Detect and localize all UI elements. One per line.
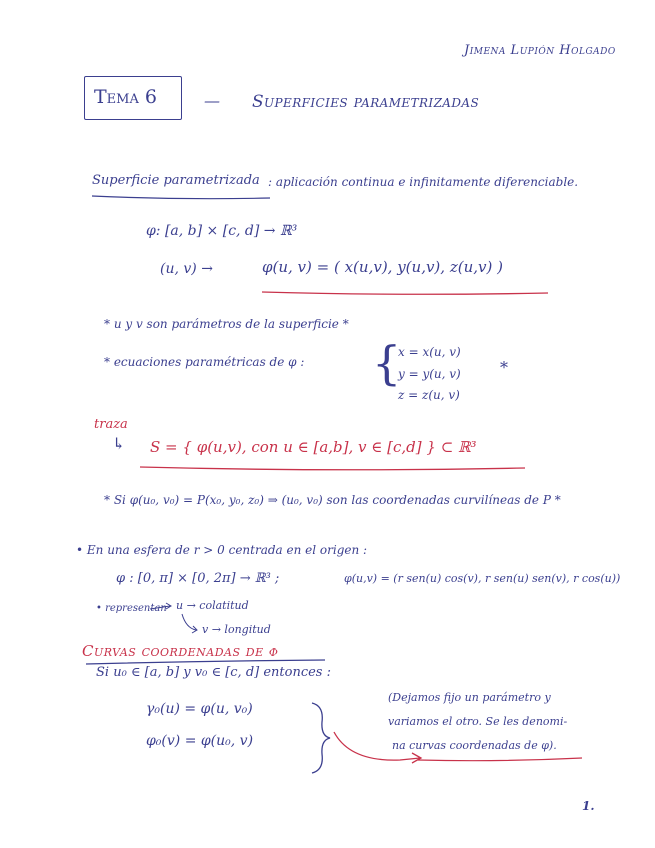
title-dash: — <box>204 91 220 110</box>
curves-equation-1: γ₀(u) = φ(u, v₀) <box>146 701 253 717</box>
curves-title: Curvas coordenadas de φ <box>82 642 279 660</box>
page-number: 1. <box>582 799 595 813</box>
params-note: * u y v son parámetros de la superficie * <box>104 317 349 331</box>
sphere-map: φ : [0, π] × [0, 2π] → ℝ³ ; <box>116 571 280 586</box>
definition-term: Superficie parametrizada <box>92 173 260 188</box>
page-title: Superficies parametrizadas <box>252 92 480 112</box>
curves-note-line-3: na curvas coordenadas de φ). <box>392 739 557 752</box>
trace-arrow: ↳ <box>112 434 126 453</box>
equation-x: x = x(u, v) <box>398 345 461 359</box>
curves-underline <box>86 660 325 664</box>
curves-condition: Si u₀ ∈ [a, b] y v₀ ∈ [c, d] entonces : <box>96 665 331 680</box>
mapping-underline <box>262 292 548 294</box>
equations-brace: { <box>372 336 402 390</box>
mapping-line-2-left: (u, v) → <box>160 261 213 277</box>
curves-note-line-1: (Dejamos fijo un parámetro y <box>388 691 551 704</box>
equations-label: * ecuaciones paramétricas de φ : <box>104 355 305 369</box>
sphere-intro: • En una esfera de r > 0 centrada en el origen : <box>76 543 368 557</box>
curves-brace <box>312 703 330 773</box>
v-longitude: v → longitud <box>202 623 271 636</box>
definition-underline <box>92 196 270 199</box>
represents-label: • representan <box>96 603 167 614</box>
mapping-line-1: φ: [a, b] × [c, d] → ℝ³ <box>146 223 298 239</box>
trace-formula: S = { φ(u,v), con u ∈ [a,b], v ∈ [c,d] } ⊂ ℝ³ <box>150 438 477 456</box>
trace-label: traza <box>94 417 128 432</box>
equation-y: y = y(u, v) <box>398 367 461 381</box>
sphere-formula: φ(u,v) = (r sen(u) cos(v), r sen(u) sen(v), r cos(u)) <box>344 572 621 585</box>
curves-note-line-2: variamos el otro. Se les denomi- <box>388 715 568 728</box>
tema-label: Tema 6 <box>94 86 157 108</box>
curves-equation-2: φ₀(v) = φ(u₀, v) <box>146 733 254 749</box>
equations-star: * <box>500 358 508 377</box>
equation-z: z = z(u, v) <box>398 388 460 402</box>
curvilinear-note: * Si φ(u₀, v₀) = P(x₀, y₀, z₀) ⇒ (u₀, v₀) son las coordenadas curvilíneas de P * <box>104 493 561 507</box>
u-colatitude: u → colatitud <box>176 599 249 612</box>
author-name: Jimena Lupión Holgado <box>464 43 616 58</box>
definition-text: : aplicación continua e infinitamente diferenciable. <box>268 175 579 189</box>
mapping-line-2-right: φ(u, v) = ( x(u,v), y(u,v), z(u,v) ) <box>262 258 503 276</box>
trace-underline <box>140 467 525 470</box>
